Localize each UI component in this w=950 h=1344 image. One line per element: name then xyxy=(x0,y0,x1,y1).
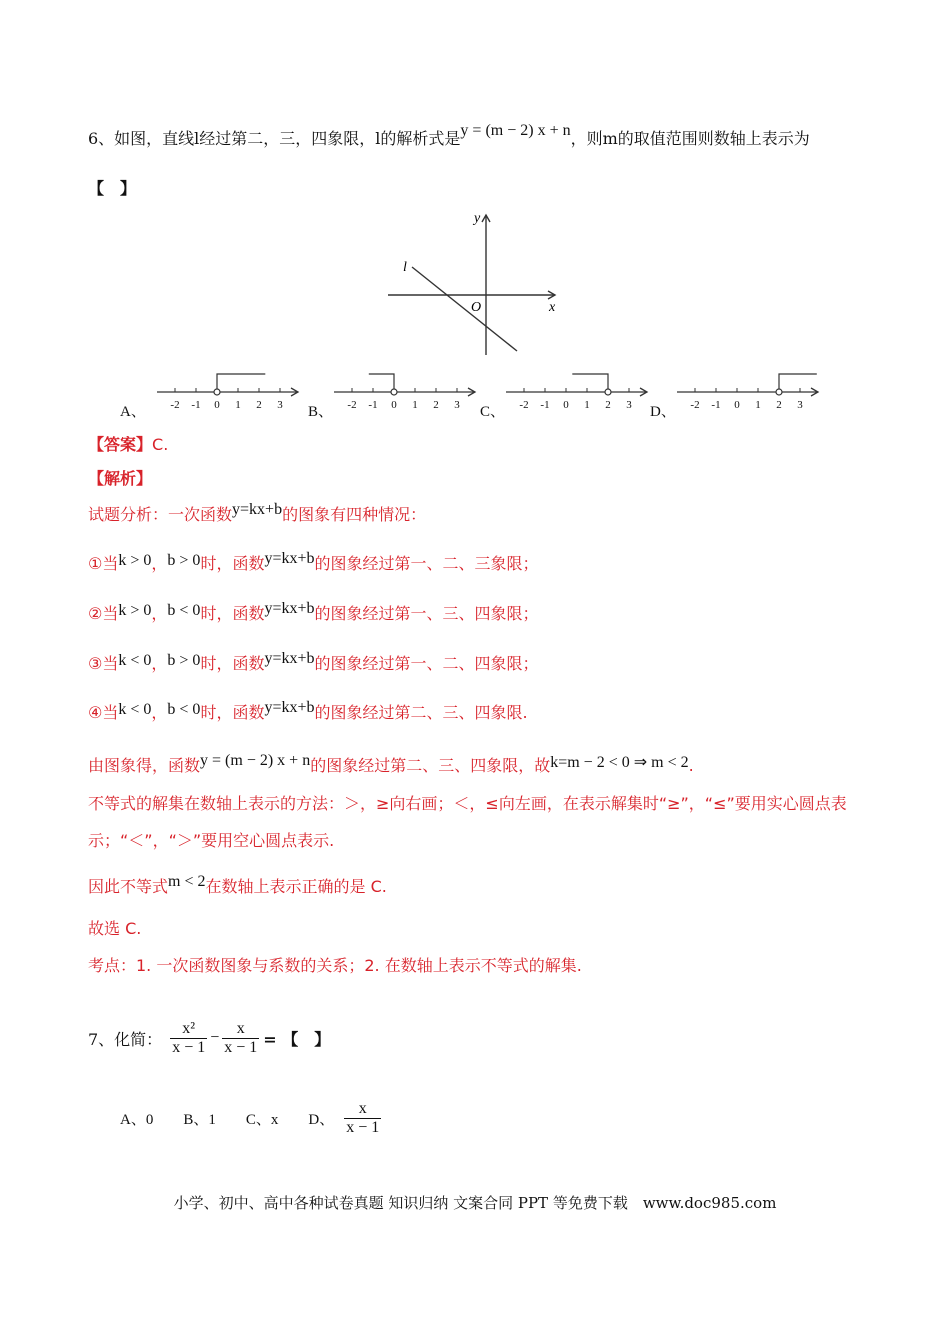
solution-bracket xyxy=(779,374,817,389)
line5-prefix: 由图象得，函数 xyxy=(88,756,201,775)
solution-bracket xyxy=(217,374,265,389)
case-2-mid: 时，函数 xyxy=(200,604,265,623)
answer-line xyxy=(88,432,168,455)
analysis-line-7: 示；“＜”，“＞”要用空心圆点表示. xyxy=(88,831,335,850)
q7-frac1-denominator: x − 1 xyxy=(172,1038,206,1056)
line5-end: . xyxy=(688,756,694,775)
case-3-mid: 时，函数 xyxy=(200,654,265,673)
x-label: x xyxy=(549,300,556,315)
q7-fraction-1 xyxy=(170,1020,207,1057)
case-4-cond-k: k < 0 xyxy=(118,701,152,718)
analysis-case-1 xyxy=(88,551,539,574)
number-line-tick-label: 1 xyxy=(412,399,418,411)
case-2-prefix: ②当 xyxy=(88,604,119,623)
line5-mid: 的图象经过第二、三、四象限，故 xyxy=(310,756,551,775)
case-3-cond-k: k < 0 xyxy=(118,652,152,669)
q7-fraction-2 xyxy=(222,1020,259,1057)
analysis-intro-text-2: 的图象有四种情况： xyxy=(282,505,427,524)
q6-bracket: 【 】 xyxy=(88,179,137,198)
number-line-tick-label: -1 xyxy=(711,399,721,411)
open-endpoint-circle xyxy=(776,389,782,395)
option-d-number-line xyxy=(675,368,825,416)
number-line-tick-label: 0 xyxy=(563,399,569,411)
page-footer: 小学、初中、高中各种试卷真题 知识归纳 文案合同 PPT 等免费下载 www.doc985.com xyxy=(173,1194,777,1212)
option-b-label: B、 xyxy=(308,404,334,420)
number-line-tick-label: 0 xyxy=(734,399,740,411)
q7-option-c: C、x xyxy=(245,1111,279,1128)
number-line-tick-label: 0 xyxy=(391,399,397,411)
open-endpoint-circle xyxy=(214,389,220,395)
number-line-tick-label: -2 xyxy=(519,399,529,411)
number-line-tick-label: -1 xyxy=(191,399,201,411)
number-line-tick-label: -2 xyxy=(347,399,357,411)
case-1-prefix: ①当 xyxy=(88,554,119,573)
case-1-cond-k: k > 0 xyxy=(118,552,152,569)
q6-coordinate-graph xyxy=(380,205,570,360)
case-3-sep: ， xyxy=(151,654,168,673)
analysis-intro xyxy=(88,502,426,525)
case-1-formula: y=kx+b xyxy=(264,550,315,567)
line5-derivation: k=m − 2 < 0 ⇒ m < 2 xyxy=(550,754,689,771)
analysis-line-6: 不等式的解集在数轴上表示的方法：＞，≥向右画；＜，≤向左画，在表示解集时“≥”，“≤”要用实心圆点表 xyxy=(88,794,847,813)
case-4-prefix: ④当 xyxy=(88,703,119,722)
q7-options xyxy=(120,1092,381,1144)
analysis-line-8 xyxy=(88,874,387,897)
number-line-tick-label: 1 xyxy=(235,399,241,411)
number-line-tick-label: 3 xyxy=(797,399,803,411)
origin-label: O xyxy=(471,300,482,315)
analysis-label: 【解析】 xyxy=(88,469,153,488)
analysis-intro-text: 试题分析：一次函数 xyxy=(88,505,233,524)
number-line-tick-label: -2 xyxy=(690,399,700,411)
case-4-cond-b: b < 0 xyxy=(167,701,201,718)
q7-frac2-denominator: x − 1 xyxy=(224,1038,258,1056)
solution-bracket xyxy=(369,374,394,389)
answer-label: 【答案】 xyxy=(88,435,153,454)
number-line-tick-label: 2 xyxy=(256,399,262,411)
case-2-sep: ， xyxy=(151,604,168,623)
q7-frac2-numerator: x xyxy=(222,1020,259,1039)
case-1-cond-b: b > 0 xyxy=(167,552,201,569)
q7-suffix: = 【 】 xyxy=(263,1029,331,1049)
line8-formula: m < 2 xyxy=(168,873,206,890)
analysis-case-2 xyxy=(88,601,539,624)
l-label: l xyxy=(403,260,407,275)
q7-option-b: B、1 xyxy=(183,1111,216,1128)
case-1-result: 的图象经过第一、二、三象限； xyxy=(314,554,539,573)
q7-option-a: A、0 xyxy=(120,1111,154,1128)
q7-minus: − xyxy=(210,1029,220,1046)
analysis-line-5 xyxy=(88,753,694,776)
case-4-formula: y=kx+b xyxy=(264,699,315,716)
number-line-tick-label: 1 xyxy=(584,399,590,411)
case-3-prefix: ③当 xyxy=(88,654,119,673)
q7-frac1-numerator: x² xyxy=(170,1020,207,1039)
q7-stem xyxy=(88,1008,330,1068)
option-a-label: A、 xyxy=(120,404,146,420)
q7-prefix: 7、化简： xyxy=(88,1029,163,1049)
analysis-case-3 xyxy=(88,651,539,674)
case-3-cond-b: b > 0 xyxy=(167,652,201,669)
case-2-formula: y=kx+b xyxy=(264,600,315,617)
q7-option-d: D、 xyxy=(308,1111,335,1128)
number-line-tick-label: 1 xyxy=(755,399,761,411)
option-d-label: D、 xyxy=(650,404,676,420)
analysis-line-9: 故选 C. xyxy=(88,919,142,938)
number-line-tick-label: 2 xyxy=(776,399,782,411)
q6-prefix: 6、如图，直线l经过第二，三，四象限，l的解析式是 xyxy=(88,129,461,148)
case-3-result: 的图象经过第一、二、四象限； xyxy=(314,654,539,673)
q7-option-d-denominator: x − 1 xyxy=(346,1118,380,1136)
option-b-number-line xyxy=(332,368,482,416)
number-line-tick-label: 2 xyxy=(433,399,439,411)
number-line-tick-label: 3 xyxy=(277,399,283,411)
analysis-case-4 xyxy=(88,700,528,723)
line5-formula: y = (m − 2) x + n xyxy=(200,752,311,769)
number-line-tick-label: 2 xyxy=(605,399,611,411)
q7-option-d-numerator: x xyxy=(344,1100,381,1119)
case-4-sep: ， xyxy=(151,703,168,722)
open-endpoint-circle xyxy=(605,389,611,395)
case-3-formula: y=kx+b xyxy=(264,650,315,667)
option-c-number-line xyxy=(504,368,654,416)
number-line-tick-label: 3 xyxy=(626,399,632,411)
q7-option-d-fraction xyxy=(344,1100,381,1137)
case-2-cond-b: b < 0 xyxy=(167,602,201,619)
y-label: y xyxy=(474,211,481,226)
case-2-cond-k: k > 0 xyxy=(118,602,152,619)
case-4-mid: 时，函数 xyxy=(200,703,265,722)
q6-stem xyxy=(88,122,810,149)
solution-bracket xyxy=(572,374,608,389)
case-4-result: 的图象经过第二、三、四象限. xyxy=(314,703,528,722)
open-endpoint-circle xyxy=(391,389,397,395)
line8-prefix: 因此不等式 xyxy=(88,877,169,896)
line8-result: 在数轴上表示正确的是 C. xyxy=(205,877,387,896)
number-line-tick-label: -1 xyxy=(368,399,378,411)
number-line-tick-label: -1 xyxy=(540,399,550,411)
q6-formula: y = (m − 2) x + n xyxy=(460,122,571,139)
analysis-line-10: 考点：1. 一次函数图象与系数的关系；2. 在数轴上表示不等式的解集. xyxy=(88,956,582,975)
analysis-intro-formula: y=kx+b xyxy=(232,501,283,518)
case-2-result: 的图象经过第一、三、四象限； xyxy=(314,604,539,623)
line-l xyxy=(412,267,517,351)
option-c-label: C、 xyxy=(480,404,506,420)
q6-suffix: ，则m的取值范围则数轴上表示为 xyxy=(570,129,810,148)
case-1-sep: ， xyxy=(151,554,168,573)
number-line-tick-label: 3 xyxy=(454,399,460,411)
case-1-mid: 时，函数 xyxy=(200,554,265,573)
number-line-tick-label: -2 xyxy=(170,399,180,411)
number-line-tick-label: 0 xyxy=(214,399,220,411)
answer-value: C. xyxy=(152,435,169,454)
option-a-number-line xyxy=(155,368,305,416)
